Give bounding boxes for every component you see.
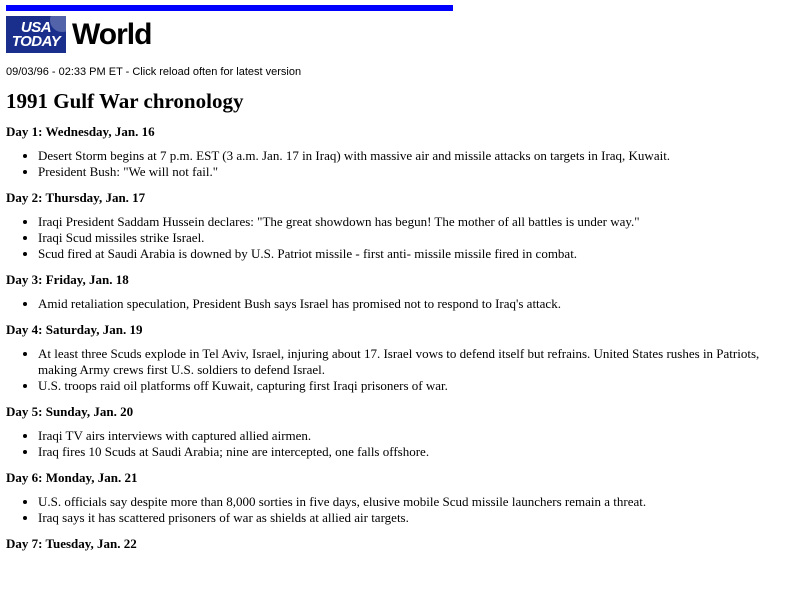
day-heading: Day 2: Thursday, Jan. 17 (6, 190, 146, 205)
day-section (6, 536, 791, 552)
header-rule (6, 5, 453, 11)
event-item: • Iraqi President Saddam Hussein declares: "The great showdown has begun! The mother of all battles is under way." (38, 214, 791, 230)
day-section (6, 322, 791, 394)
event-item: • President Bush: "We will not fail." (38, 164, 791, 180)
site-header (6, 5, 453, 53)
chronology (6, 124, 791, 552)
event-item: • U.S. officials say despite more than 8,000 sorties in five days, elusive mobile Scud missile launchers remain a threat. (38, 494, 791, 510)
usa-today-logo[interactable] (6, 16, 66, 53)
logo-line-2: TODAY (11, 32, 61, 50)
event-item: • Iraqi TV airs interviews with captured allied airmen. (38, 428, 791, 444)
day-section (6, 404, 791, 460)
event-list (6, 428, 791, 460)
event-item: • Scud fired at Saudi Arabia is downed by U.S. Patriot missile - first anti- missile missile fired in combat. (38, 246, 791, 262)
day-heading: Day 6: Monday, Jan. 21 (6, 470, 138, 485)
event-item: • Amid retaliation speculation, President Bush says Israel has promised not to respond to Iraq's attack. (38, 296, 791, 312)
event-item: • Iraq says it has scattered prisoners of war as shields at allied air targets. (38, 510, 791, 526)
article-title: 1991 Gulf War chronology (6, 89, 244, 113)
event-item: • Iraqi Scud missiles strike Israel. (38, 230, 791, 246)
article (6, 88, 791, 560)
event-list (6, 346, 791, 394)
event-item: • U.S. troops raid oil platforms off Kuwait, capturing first Iraqi prisoners of war. (38, 378, 791, 394)
event-list (6, 148, 791, 180)
day-section (6, 470, 791, 526)
event-list (6, 214, 791, 262)
day-section (6, 272, 791, 312)
event-list (6, 296, 791, 312)
globe-icon (50, 16, 66, 32)
day-section (6, 124, 791, 180)
day-heading: Day 1: Wednesday, Jan. 16 (6, 124, 155, 139)
day-heading: Day 5: Sunday, Jan. 20 (6, 404, 134, 419)
event-list (6, 494, 791, 526)
day-heading: Day 4: Saturday, Jan. 19 (6, 322, 143, 337)
day-heading: Day 3: Friday, Jan. 18 (6, 272, 129, 287)
section-title: World (72, 17, 152, 51)
brand-row (6, 16, 453, 53)
day-heading: Day 7: Tuesday, Jan. 22 (6, 536, 137, 551)
event-item: • At least three Scuds explode in Tel Aviv, Israel, injuring about 17. Israel vows to defend itself but refrains. United States rushes in Patriots, making Army crews first U.S. soldiers to defend Israel. (38, 346, 791, 378)
logo-line-1: USA (20, 18, 52, 36)
event-item: • Desert Storm begins at 7 p.m. EST (3 a.m. Jan. 17 in Iraq) with massive air and missile attacks on targets in Iraq, Kuwait. (38, 148, 791, 164)
event-item: • Iraq fires 10 Scuds at Saudi Arabia; nine are intercepted, one falls offshore. (38, 444, 791, 460)
day-section (6, 190, 791, 262)
timestamp: 09/03/96 - 02:33 PM ET - Click reload often for latest version (6, 66, 302, 78)
